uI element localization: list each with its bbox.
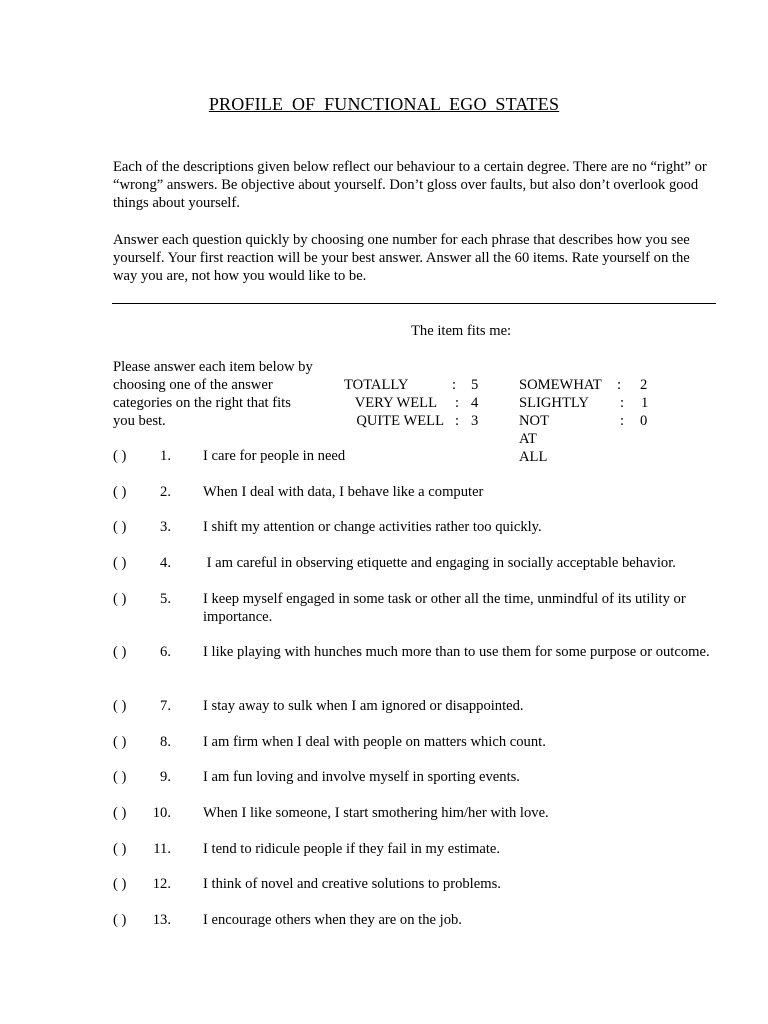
- answer-box[interactable]: ( ): [113, 555, 127, 571]
- item-text: I care for people in need: [203, 448, 346, 464]
- scale-colon: :: [452, 377, 457, 393]
- scale-value: 4: [471, 395, 479, 411]
- scale-label: QUITE WELL: [356, 413, 444, 429]
- item-number: 7.: [160, 698, 171, 714]
- item-number: 11.: [153, 841, 171, 857]
- scale-colon: :: [620, 413, 625, 429]
- answer-box[interactable]: ( ): [113, 448, 127, 464]
- answer-box[interactable]: ( ): [113, 519, 127, 535]
- scale-colon: :: [617, 377, 622, 393]
- item-number: 9.: [160, 769, 171, 785]
- item-text: I am fun loving and involve myself in sporting events.: [203, 769, 520, 785]
- scale-value: 2: [640, 377, 648, 393]
- item-text: I tend to ridicule people if they fail in my estimate.: [203, 841, 501, 857]
- scale-label: VERY WELL: [354, 395, 437, 411]
- answer-box[interactable]: ( ): [113, 698, 127, 714]
- item-text: I am firm when I deal with people on matters which count.: [203, 734, 546, 750]
- item-text: I keep myself engaged in some task or other all the time, unmindful of its utility or importance.: [203, 591, 686, 625]
- item-text: I shift my attention or change activities rather too quickly.: [203, 519, 542, 535]
- item-text: I encourage others when they are on the job.: [203, 912, 462, 928]
- answer-box[interactable]: ( ): [113, 591, 127, 607]
- item-number: 2.: [160, 484, 171, 500]
- answer-box[interactable]: ( ): [113, 876, 127, 892]
- scale-value: 3: [471, 413, 479, 429]
- scale-label: SOMEWHAT: [519, 377, 602, 393]
- scale-colon: :: [455, 395, 460, 411]
- scale-instruction: Please answer each item below by choosing one of the answer categories on the right that fits you best.: [113, 359, 313, 429]
- answer-box[interactable]: ( ): [113, 841, 127, 857]
- item-number: 8.: [160, 734, 171, 750]
- scale-colon: :: [455, 413, 460, 429]
- scale-heading: The item fits me:: [411, 323, 512, 339]
- intro-paragraph-1: Each of the descriptions given below reflect our behaviour to a certain degree. There are no “right” or “wrong” answers. Be objective about yourself. Don’t gloss over faults, but also don’t overlook good things about yourself.: [113, 159, 707, 211]
- item-number: 13.: [152, 912, 171, 928]
- scale-label: NOT AT ALL: [519, 413, 549, 465]
- answer-box[interactable]: ( ): [113, 644, 127, 660]
- item-text: When I like someone, I start smothering him/her with love.: [203, 805, 549, 821]
- scale-label: SLIGHTLY: [519, 395, 589, 411]
- item-text: I am careful in observing etiquette and engaging in socially acceptable behavior.: [203, 555, 676, 571]
- item-text: I think of novel and creative solutions to problems.: [203, 876, 501, 892]
- page-title: PROFILE OF FUNCTIONAL EGO STATES: [208, 94, 560, 114]
- item-number: 3.: [160, 519, 171, 535]
- item-text: When I deal with data, I behave like a computer: [203, 484, 484, 500]
- answer-box[interactable]: ( ): [113, 912, 127, 928]
- item-text: I stay away to sulk when I am ignored or disappointed.: [203, 698, 524, 714]
- intro-paragraph-2: Answer each question quickly by choosing one number for each phrase that describes how you see yourself. Your first reaction will be your best answer. Answer all the 60 items. Rate yourself on the way you are, not how you would like to be.: [113, 232, 690, 284]
- item-number: 4.: [160, 555, 171, 571]
- item-number: 5.: [160, 591, 171, 607]
- answer-box[interactable]: ( ): [113, 805, 127, 821]
- scale-colon: :: [620, 395, 625, 411]
- scale-value: 5: [471, 377, 479, 393]
- scale-value: 1: [641, 395, 649, 411]
- item-number: 1.: [160, 448, 171, 464]
- answer-box[interactable]: ( ): [113, 769, 127, 785]
- horizontal-divider: [112, 303, 716, 304]
- item-number: 10.: [152, 805, 171, 821]
- item-text: I like playing with hunches much more than to use them for some purpose or outcome.: [203, 644, 710, 660]
- answer-box[interactable]: ( ): [113, 734, 127, 750]
- item-number: 6.: [160, 644, 171, 660]
- item-number: 12.: [152, 876, 171, 892]
- answer-box[interactable]: ( ): [113, 484, 127, 500]
- scale-label: TOTALLY: [344, 377, 409, 393]
- scale-value: 0: [640, 413, 648, 429]
